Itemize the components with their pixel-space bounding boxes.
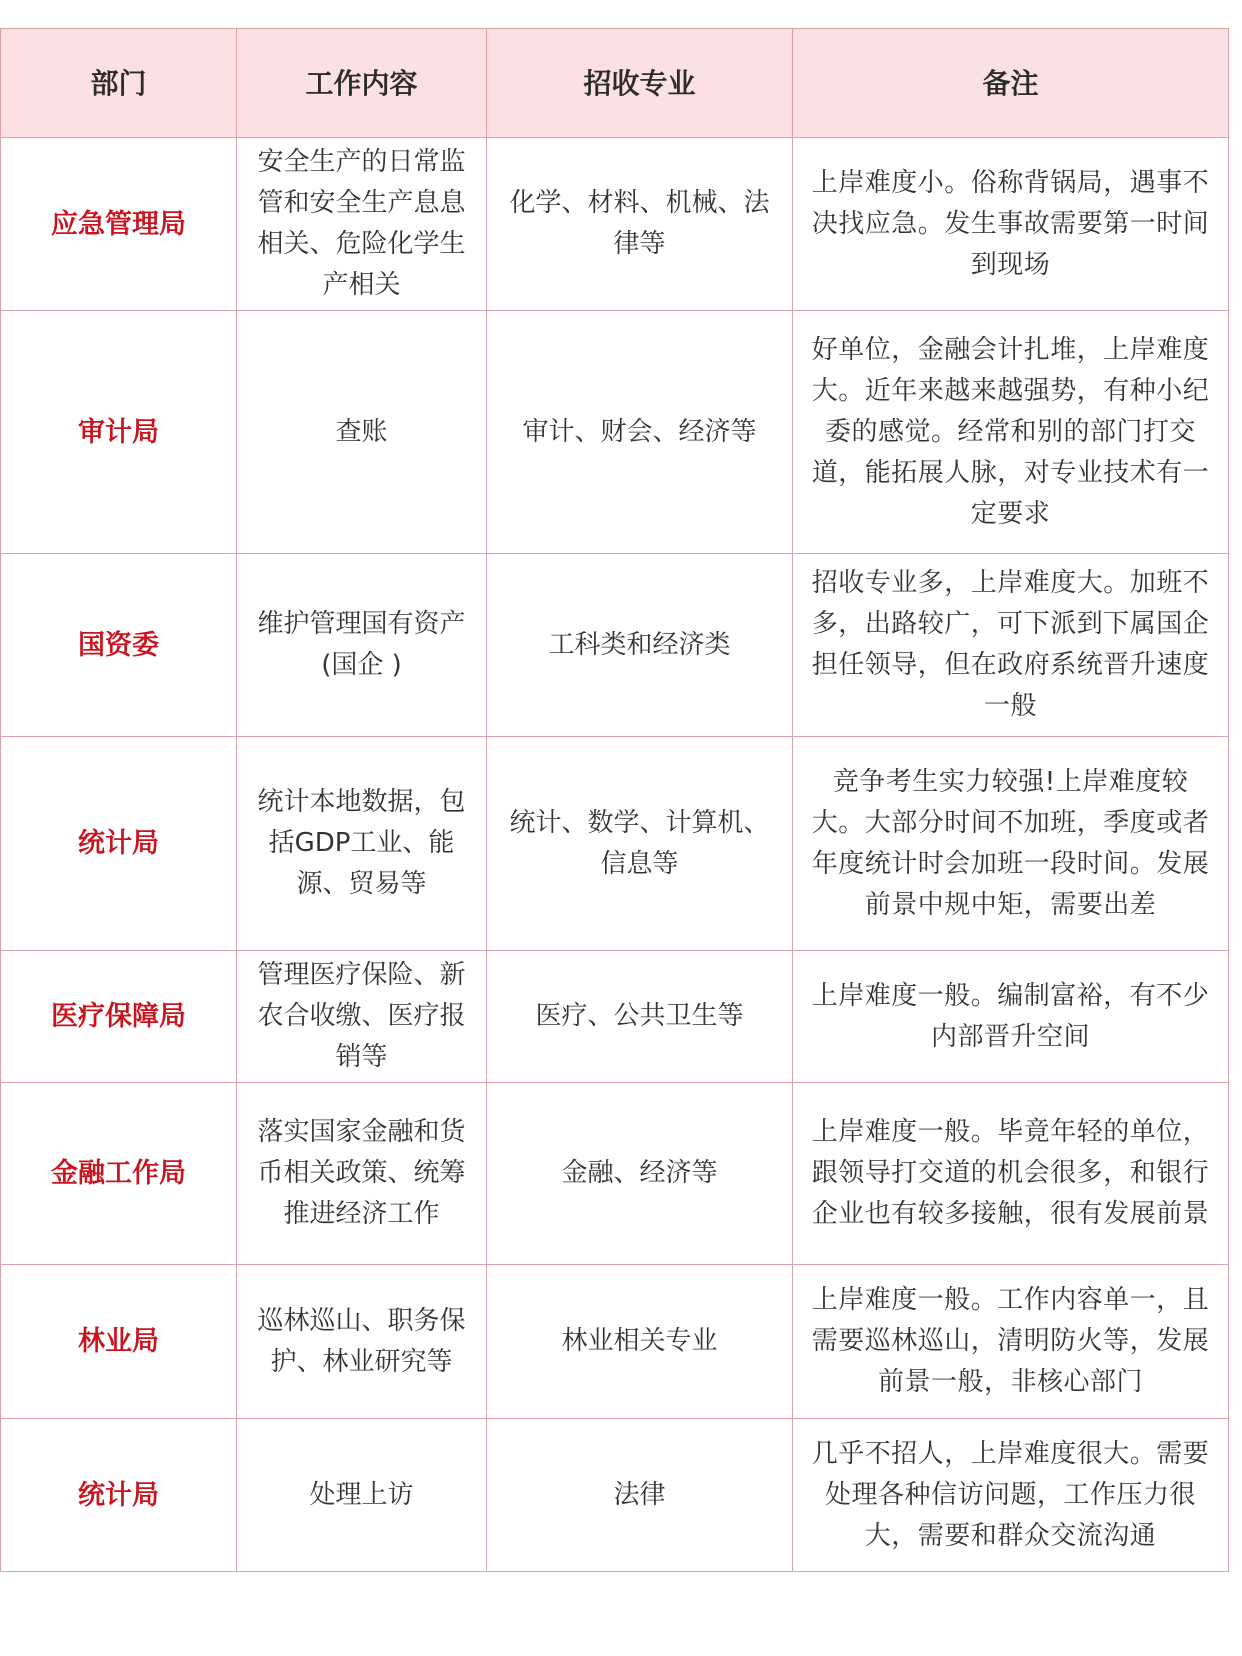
table-row — [1, 138, 1229, 311]
note-cell: 上岸难度一般。毕竟年轻的单位，跟领导打交道的机会很多，和银行企业也有较多接触，很有发展前景 — [793, 1083, 1229, 1265]
work-cell: 巡林巡山、职务保护、林业研究等 — [237, 1265, 487, 1419]
dept-cell: 医疗保障局 — [1, 951, 237, 1083]
header-major: 招收专业 — [487, 29, 793, 138]
dept-cell: 林业局 — [1, 1265, 237, 1419]
work-cell: 安全生产的日常监管和安全生产息息相关、危险化学生产相关 — [237, 138, 487, 311]
note-cell: 上岸难度一般。编制富裕，有不少内部晋升空间 — [793, 951, 1229, 1083]
work-cell: 查账 — [237, 311, 487, 554]
header-work: 工作内容 — [237, 29, 487, 138]
major-cell: 医疗、公共卫生等 — [487, 951, 793, 1083]
note-cell: 几乎不招人，上岸难度很大。需要处理各种信访问题，工作压力很大，需要和群众交流沟通 — [793, 1419, 1229, 1572]
major-cell: 工科类和经济类 — [487, 554, 793, 737]
table-row — [1, 311, 1229, 554]
work-cell: 统计本地数据，包括GDP工业、能源、贸易等 — [237, 737, 487, 951]
dept-cell: 统计局 — [1, 737, 237, 951]
major-cell: 法律 — [487, 1419, 793, 1572]
major-cell: 林业相关专业 — [487, 1265, 793, 1419]
header-note: 备注 — [793, 29, 1229, 138]
note-cell: 好单位，金融会计扎堆，上岸难度大。近年来越来越强势，有种小纪委的感觉。经常和别的部门打交道，能拓展人脉，对专业技术有一定要求 — [793, 311, 1229, 554]
dept-cell: 审计局 — [1, 311, 237, 554]
table-row — [1, 1265, 1229, 1419]
header-dept: 部门 — [1, 29, 237, 138]
note-cell: 竞争考生实力较强!上岸难度较大。大部分时间不加班，季度或者年度统计时会加班一段时间。发展前景中规中矩，需要出差 — [793, 737, 1229, 951]
note-cell: 上岸难度小。俗称背锅局，遇事不决找应急。发生事故需要第一时间到现场 — [793, 138, 1229, 311]
dept-cell: 金融工作局 — [1, 1083, 237, 1265]
table-header-row — [1, 29, 1229, 138]
major-cell: 统计、数学、计算机、信息等 — [487, 737, 793, 951]
table-row — [1, 1083, 1229, 1265]
work-cell: 落实国家金融和货币相关政策、统筹推进经济工作 — [237, 1083, 487, 1265]
dept-cell: 应急管理局 — [1, 138, 237, 311]
table-row — [1, 1419, 1229, 1572]
table-row — [1, 554, 1229, 737]
department-table — [0, 28, 1229, 1572]
note-cell: 招收专业多，上岸难度大。加班不多，出路较广，可下派到下属国企担任领导，但在政府系统晋升速度一般 — [793, 554, 1229, 737]
major-cell: 审计、财会、经济等 — [487, 311, 793, 554]
work-cell: 管理医疗保险、新农合收缴、医疗报销等 — [237, 951, 487, 1083]
dept-cell: 国资委 — [1, 554, 237, 737]
dept-cell: 统计局 — [1, 1419, 237, 1572]
table-row — [1, 951, 1229, 1083]
note-cell: 上岸难度一般。工作内容单一，且需要巡林巡山，清明防火等，发展前景一般，非核心部门 — [793, 1265, 1229, 1419]
work-cell: 维护管理国有资产(国企 ) — [237, 554, 487, 737]
work-cell: 处理上访 — [237, 1419, 487, 1572]
table-row — [1, 737, 1229, 951]
major-cell: 金融、经济等 — [487, 1083, 793, 1265]
major-cell: 化学、材料、机械、法律等 — [487, 138, 793, 311]
